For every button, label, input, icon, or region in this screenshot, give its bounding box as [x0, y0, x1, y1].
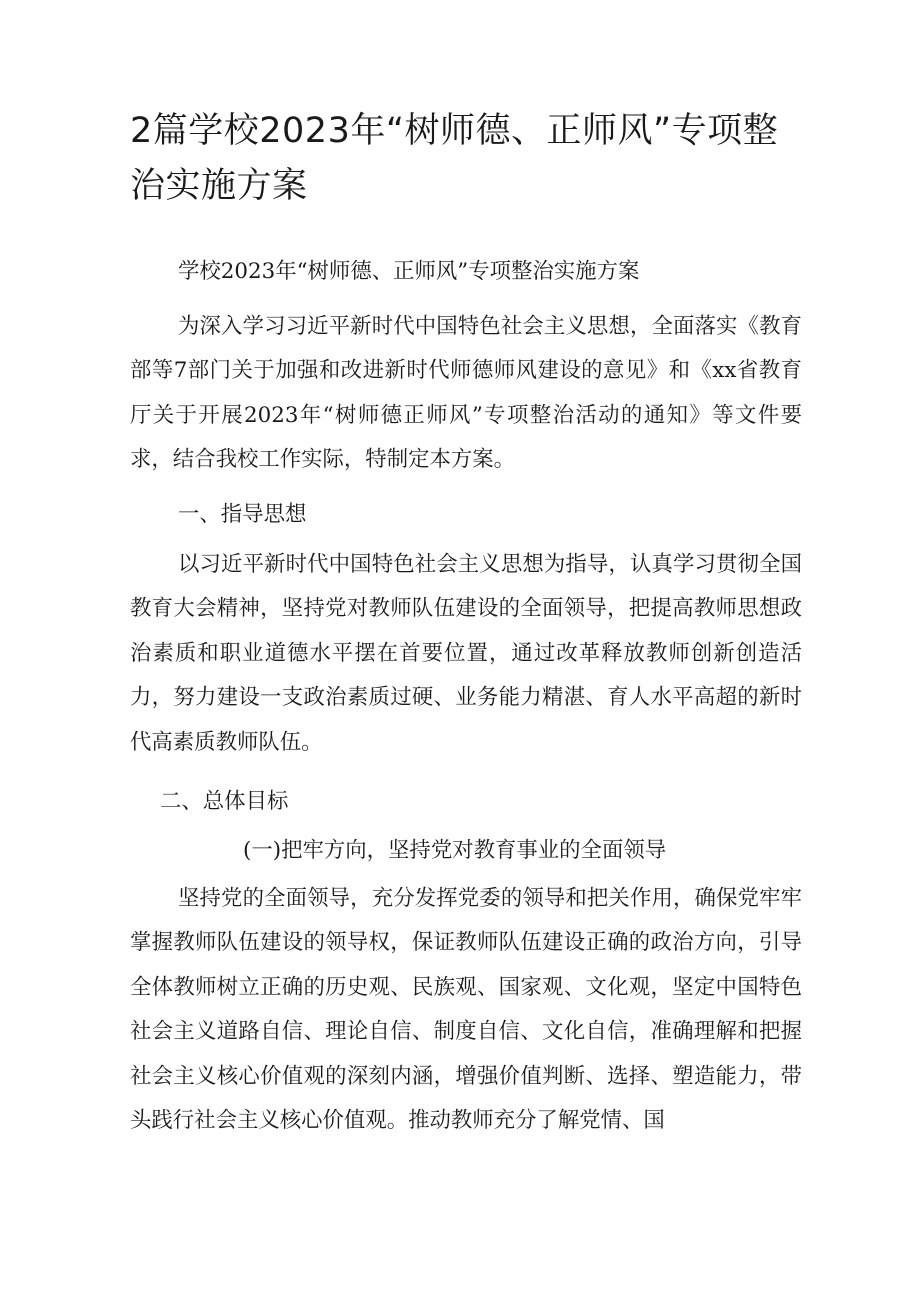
document-title: 2篇学校2023年“树师德、正师风”专项整治实施方案 [130, 111, 779, 206]
section-heading-guiding-ideology: 一、指导思想 [178, 502, 307, 527]
intro-paragraph: 为深入学习习近平新时代中国特色社会主义思想，全面落实《教育部等7部门关于加强和改进新时代师德师风建设的意见》和《xx省教育厅关于开展2023年“树师德正师风”专项整治活动的通知》等文件要求，结合我校工作实际，特制定本方案。 [130, 314, 802, 473]
direction-paragraph: 坚持党的全面领导，充分发挥党委的领导和把关作用，确保党牢牢掌握教师队伍建设的领导权，保证教师队伍建设正确的政治方向，引导全体教师树立正确的历史观、民族观、国家观、文化观，坚定中国特色社会主义道路自信、理论自信、制度自信、文化自信，准确理解和把握社会主义核心价值观的深刻内涵，增强价值判断、选择、塑造能力，带头践行社会主义核心价值观。推动教师充分了解党情、国 [130, 886, 802, 1134]
guiding-ideology-paragraph: 以习近平新时代中国特色社会主义思想为指导，认真学习贯彻全国教育大会精神，坚持党对教师队伍建设的全面领导，把提高教师思想政治素质和职业道德水平摆在首要位置，通过改革释放教师创新创造活力，努力建设一支政治素质过硬、业务能力精湛、育人水平高超的新时代高素质教师队伍。 [130, 552, 802, 755]
section-heading-overall-goals: 二、总体目标 [160, 789, 289, 814]
document-subtitle: 学校2023年“树师德、正师风”专项整治实施方案 [178, 259, 640, 284]
subsection-heading-direction: (一)把牢方向，坚持党对教育事业的全面领导 [243, 838, 667, 863]
